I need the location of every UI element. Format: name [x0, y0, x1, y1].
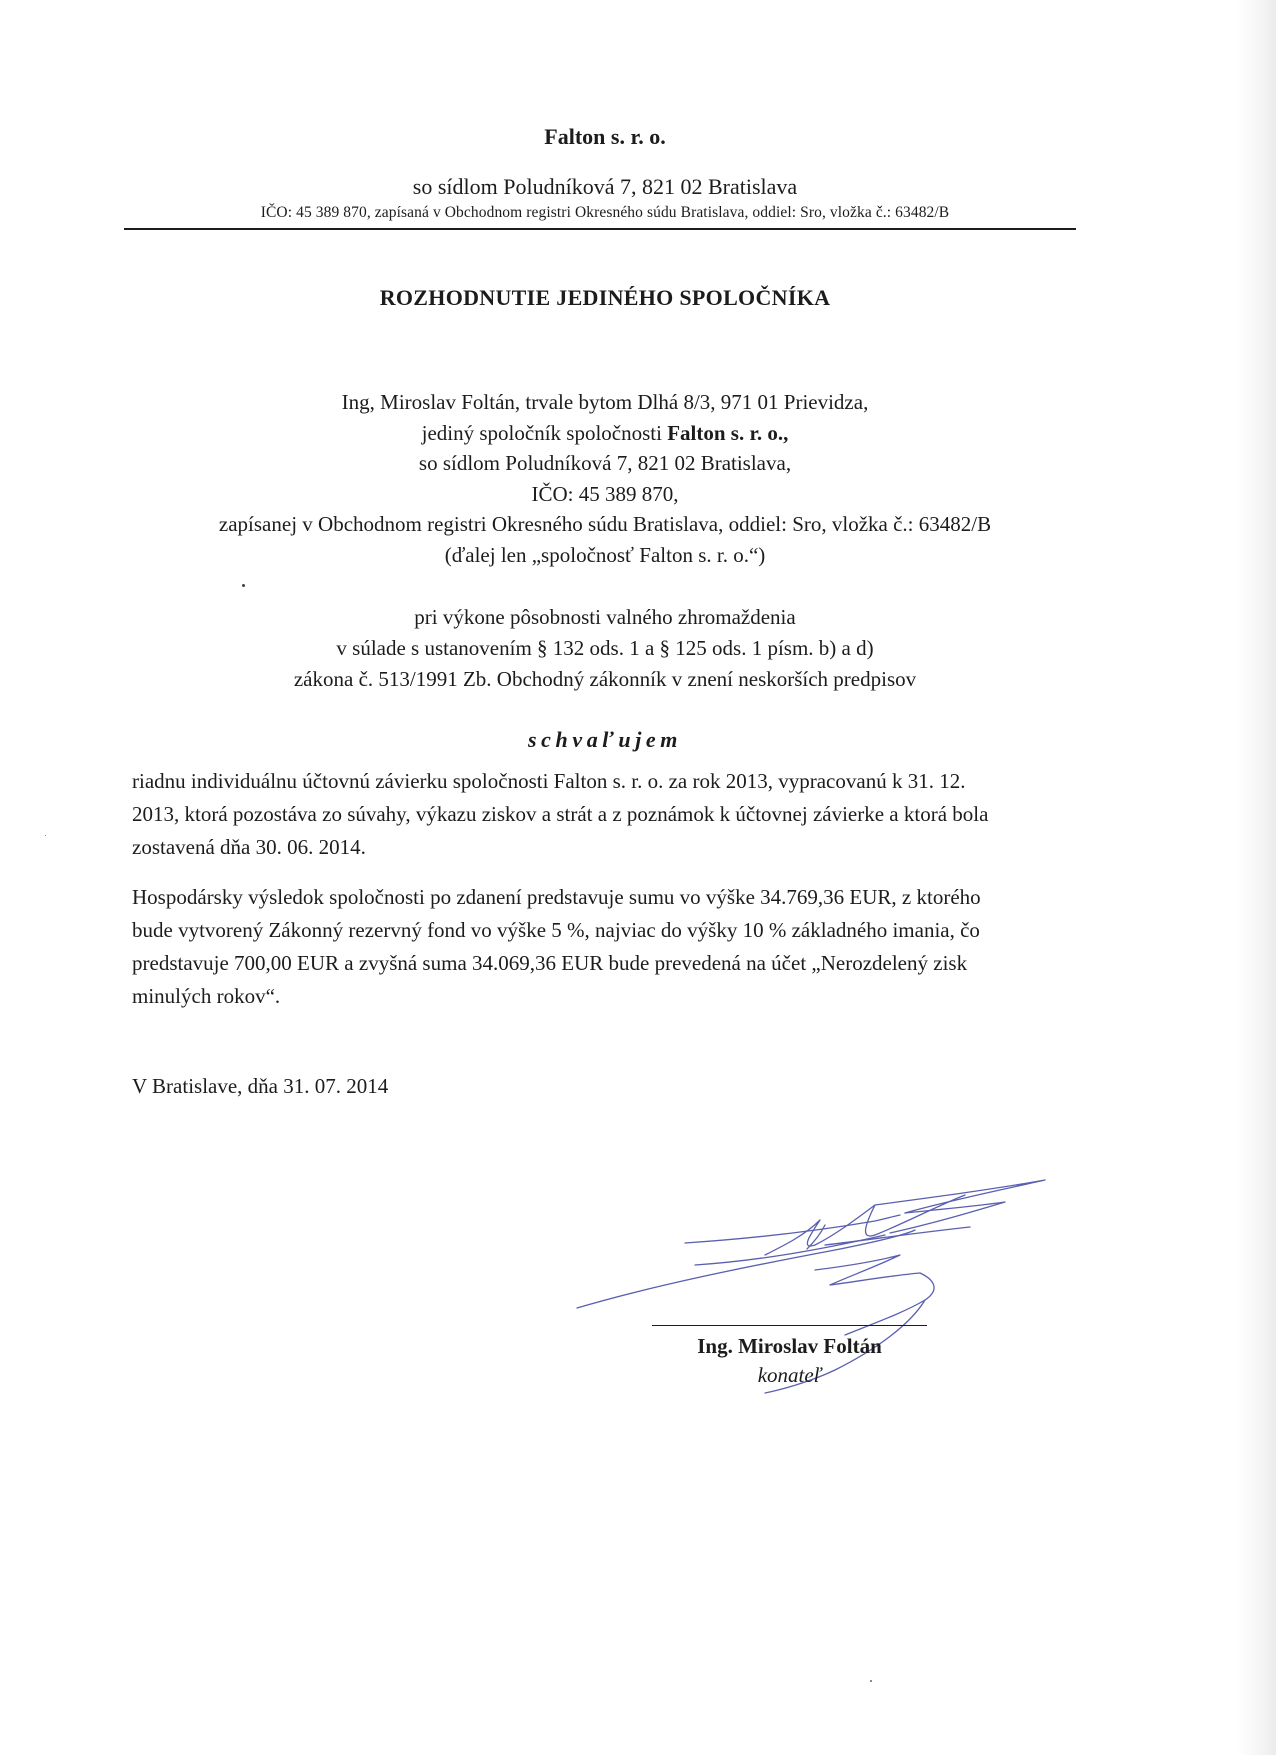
scan-edge-shadow [1236, 0, 1276, 1755]
paragraph-2-line: Hospodársky výsledok spoločnosti po zdanení predstavuje sumu vo výške 34.769,36 EUR, z ktorého [132, 885, 981, 909]
legal-line-1: pri výkone pôsobnosti valného zhromaždenia [414, 605, 796, 629]
company-name: Falton s. r. o. [544, 124, 666, 149]
party-line-3: so sídlom Poludníková 7, 821 02 Bratislava, [418, 451, 792, 475]
party-line-4: IČO: 45 389 870, [531, 481, 679, 506]
paragraph-1-line: riadnu individuálnu účtovnú závierku spoločnosti Falton s. r. o. za rok 2013, vypracovanú k 31. 12. [132, 769, 966, 793]
legal-line-3: zákona č. 513/1991 Zb. Obchodný zákonník v znení neskorších predpisov [293, 667, 917, 691]
scan-speck [242, 584, 245, 587]
paragraph-1-line: zostavená dňa 30. 06. 2014. [132, 835, 366, 859]
document-title: ROZHODNUTIE JEDINÉHO SPOLOČNÍKA [379, 285, 831, 310]
paragraph-financial-statements [132, 765, 1082, 864]
signature-line [652, 1325, 927, 1326]
party-block [0, 387, 1210, 570]
company-registration: IČO: 45 389 870, zapísaná v Obchodnom registri Okresného súdu Bratislava, oddiel: Sro, vložka č.: 63482/B [260, 204, 950, 221]
company-seat: so sídlom Poludníková 7, 821 02 Bratislava [412, 174, 798, 199]
paragraph-1-line: 2013, ktorá pozostáva zo súvahy, výkazu ziskov a strát a z poznámok k účtovnej závierke a ktorá bola [132, 802, 989, 826]
party-line-2 [0, 418, 1210, 449]
party-line-5: zapísanej v Obchodnom registri Okresného súdu Bratislava, oddiel: Sro, vložka č.: 63482/B [218, 512, 992, 536]
party-line-2-prefix: jediný spoločník spoločnosti [421, 420, 668, 445]
legal-line-2: v súlade s ustanovením § 132 ods. 1 a § 125 ods. 1 písm. b) a d) [336, 636, 874, 660]
paragraph-2-line: predstavuje 700,00 EUR a zvyšná suma 34.069,36 EUR bude prevedená na účet „Nerozdelený zisk [132, 951, 968, 975]
signatory-name: Ing. Miroslav Foltán [697, 1334, 882, 1358]
party-line-1: Ing, Miroslav Foltán, trvale bytom Dlhá 8/3, 971 01 Prievidza, [341, 390, 869, 414]
header-divider [124, 228, 1076, 230]
signatory-role: konateľ [757, 1363, 822, 1387]
place-and-date: V Bratislave, dňa 31. 07. 2014 [132, 1074, 389, 1098]
handwritten-signature [575, 1175, 1095, 1395]
paragraph-2-line: minulých rokov“. [132, 984, 281, 1008]
paragraph-profit-distribution [132, 881, 1082, 1013]
party-line-6: (ďalej len „spoločnosť Falton s. r. o.“) [444, 542, 766, 567]
decision-verb: schvaľujem [527, 727, 682, 752]
legal-basis-block [0, 602, 1210, 695]
paragraph-2-line: bude vytvorený Zákonný rezervný fond vo výške 5 %, najviac do výšky 10 % základného imania, čo [132, 918, 980, 942]
scan-speck [45, 835, 46, 836]
scan-speck [870, 1680, 872, 1682]
party-line-2-company: Falton s. r. o., [667, 420, 789, 445]
